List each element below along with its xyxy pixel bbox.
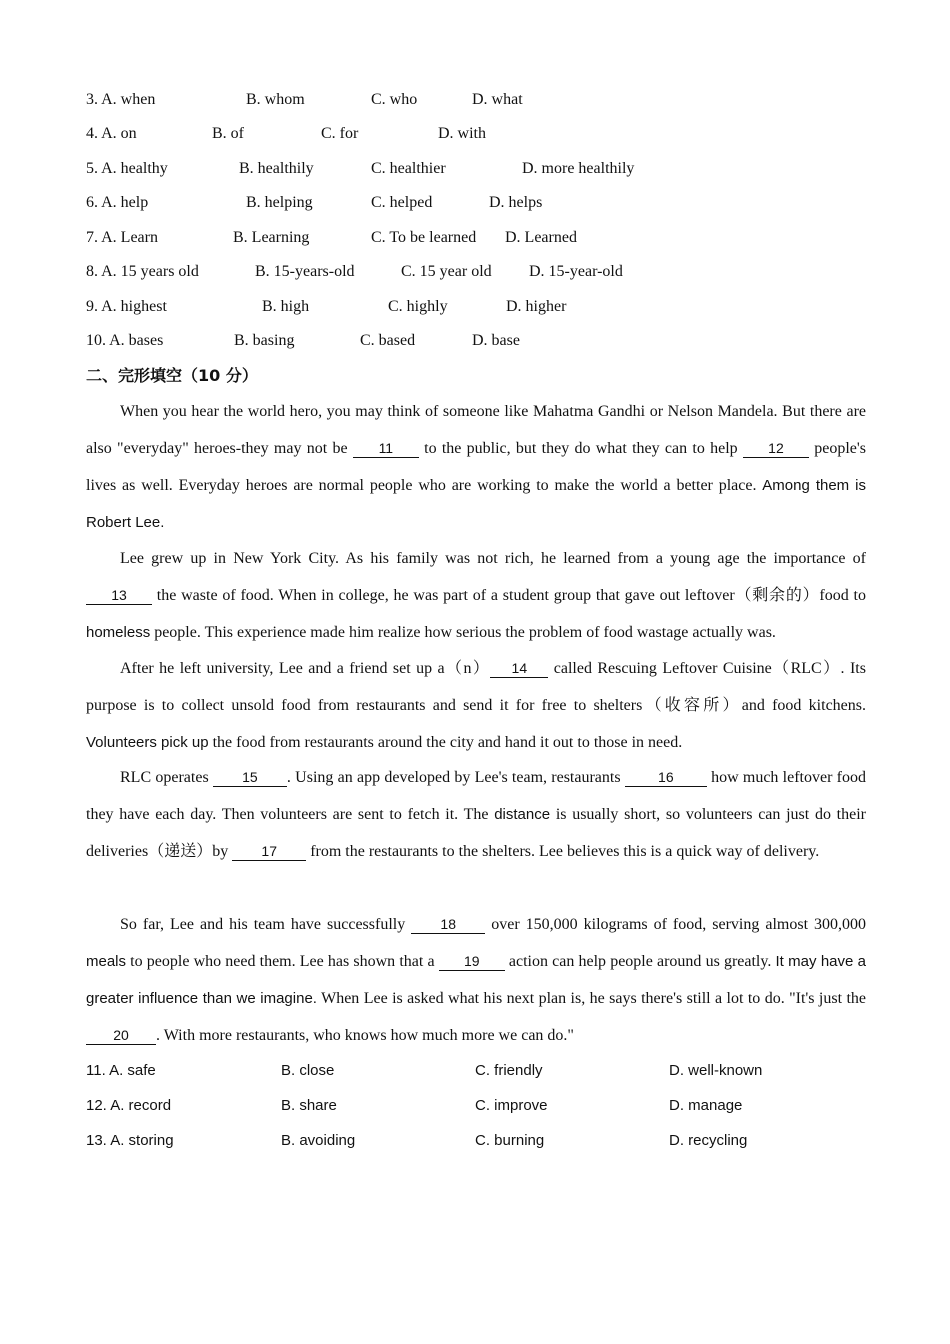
blank-17: 17: [232, 842, 306, 861]
passage-text: is usually short, so volunteers can just do their deliveries（递送）by: [86, 806, 866, 860]
option-b: B. of: [212, 125, 244, 142]
passage-text: RLC operates: [120, 769, 213, 786]
passage-text: meals: [86, 953, 127, 970]
option-a: 11. A. safe: [86, 1062, 156, 1079]
option-d: D. manage: [669, 1097, 743, 1114]
passage-text: people. This experience made him realize how serious the problem of food wastage actually was.: [150, 624, 776, 641]
section-heading: 二、完形填空（10 分）: [86, 366, 258, 385]
option-c: C. To be learned: [371, 229, 477, 246]
option-c: C. healthier: [371, 160, 446, 177]
passage-text: So far, Lee and his team have successfully: [120, 916, 412, 933]
blank-13: 13: [86, 586, 152, 605]
passage-text: Among them is Robert Lee.: [86, 477, 867, 531]
option-c: C. based: [360, 332, 416, 349]
passage-text: Volunteers pick up: [86, 734, 209, 751]
passage-paragraph-1: [86, 393, 866, 541]
blank-15: 15: [213, 768, 287, 787]
option-a: 6. A. help: [86, 194, 149, 211]
option-c: C. for: [321, 125, 359, 142]
option-c: C. 15 year old: [401, 263, 492, 280]
passage-text: over 150,000 kilograms of food, serving almost 300,000: [485, 916, 867, 933]
passage-text: the food from restaurants around the city and hand it out to those in need.: [208, 734, 683, 751]
passage-paragraph-5: [86, 906, 866, 1054]
option-a: 9. A. highest: [86, 298, 167, 315]
passage-text: After he left university, Lee and a friend set up a（n）: [120, 660, 491, 677]
option-b: B. basing: [234, 332, 295, 349]
passage-text: . Using an app developed by Lee's team, restaurants: [286, 769, 625, 786]
option-b: B. close: [281, 1062, 335, 1079]
option-d: D. more healthily: [522, 160, 635, 177]
passage-text: to people who need them. Lee has shown that a: [126, 953, 439, 970]
blank-20: 20: [86, 1026, 156, 1045]
option-b: B. healthily: [239, 160, 314, 177]
option-d: D. with: [438, 125, 486, 142]
option-b: B. share: [281, 1097, 337, 1114]
option-b: B. helping: [246, 194, 313, 211]
option-d: D. helps: [489, 194, 543, 211]
option-b: B. avoiding: [281, 1132, 356, 1149]
passage-text: action can help people around us greatly.: [504, 953, 776, 970]
passage-text: the waste of food. When in college, he was part of a student group that gave out leftover（剩余的）food to: [152, 587, 866, 604]
option-b: B. 15-years-old: [255, 263, 355, 280]
option-c: C. burning: [475, 1132, 545, 1149]
option-a: 13. A. storing: [86, 1132, 174, 1149]
option-d: D. Learned: [505, 229, 577, 246]
passage-text: people's lives as well. Everyday heroes are normal people who are working to make the world a better place.: [86, 440, 866, 494]
passage-text: how much leftover food they have each day. Then volunteers are sent to fetch it. The: [86, 769, 866, 823]
blank-16: 16: [625, 768, 707, 787]
blank-11: 11: [353, 439, 419, 458]
option-b: B. high: [262, 298, 310, 315]
blank-12: 12: [743, 439, 809, 458]
option-a: 5. A. healthy: [86, 160, 168, 177]
passage-text: to the public, but they do what they can to help: [418, 440, 743, 457]
passage-text: When Lee is asked what his next plan is, he says there's still a lot to do. "It's just the: [316, 990, 867, 1007]
passage-paragraph-2: [86, 540, 866, 651]
option-b: B. Learning: [233, 229, 310, 246]
passage-text: distance: [494, 806, 551, 823]
option-a: 3. A. when: [86, 91, 156, 108]
passage-text: . With more restaurants, who knows how much more we can do.": [156, 1027, 574, 1044]
option-d: D. well-known: [669, 1062, 763, 1079]
option-c: C. friendly: [475, 1062, 543, 1079]
option-a: 4. A. on: [86, 125, 137, 142]
passage-paragraph-3: [86, 650, 866, 761]
passage-text: from the restaurants to the shelters. Lee believes this is a quick way of delivery.: [306, 843, 820, 860]
option-d: D. recycling: [669, 1132, 748, 1149]
option-c: C. helped: [371, 194, 433, 211]
passage-text: It may have a greater influence than we imagine.: [86, 953, 867, 1007]
option-d: D. 15-year-old: [529, 263, 623, 280]
blank-18: 18: [411, 915, 485, 934]
option-c: C. highly: [388, 298, 448, 315]
option-a: 12. A. record: [86, 1097, 172, 1114]
blank-19: 19: [439, 952, 505, 971]
option-a: 10. A. bases: [86, 332, 164, 349]
option-c: C. improve: [475, 1097, 548, 1114]
passage-text: homeless: [86, 624, 151, 641]
option-a: 7. A. Learn: [86, 229, 158, 246]
passage-text: When you hear the world hero, you may think of someone like Mahatma Gandhi or Nelson Mandela. But there are also "everyday" heroes-they may not be: [86, 403, 866, 457]
passage-paragraph-4: [86, 759, 866, 870]
blank-14: 14: [490, 659, 548, 678]
option-d: D. base: [472, 332, 520, 349]
option-d: D. what: [472, 91, 523, 108]
passage-text: called Rescuing Leftover Cuisine（RLC）. Its purpose is to collect unsold food from restaurants and send it for free to shelters（收容所）and food kitchens.: [86, 660, 866, 714]
option-b: B. whom: [246, 91, 305, 108]
option-c: C. who: [371, 91, 418, 108]
option-d: D. higher: [506, 298, 567, 315]
passage-text: Lee grew up in New York City. As his family was not rich, he learned from a young age the importance of: [120, 550, 866, 567]
option-a: 8. A. 15 years old: [86, 263, 199, 280]
